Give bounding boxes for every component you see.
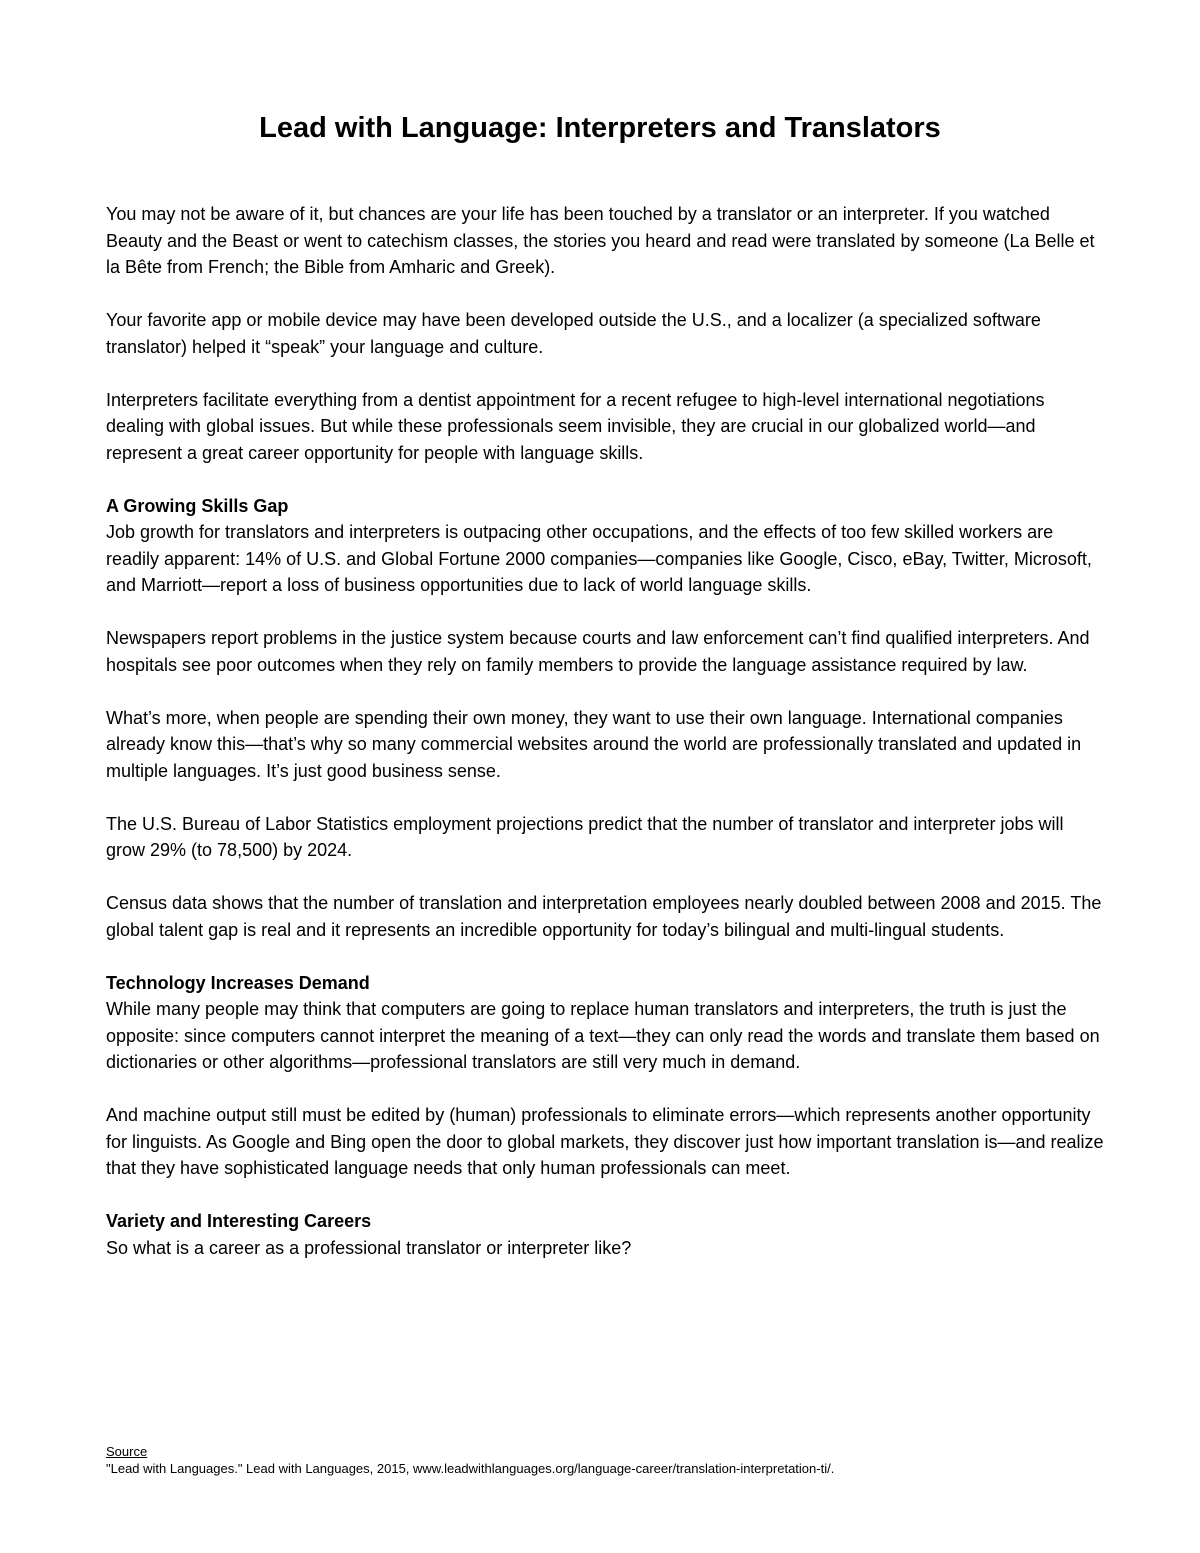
document-body: [106, 201, 1106, 1288]
section-paragraph: Newspapers report problems in the justice system because courts and law enforcement can’t find qualified interpreters. And hospitals see poor outcomes when they rely on family members to provide the language assistance required by law.: [106, 628, 1090, 675]
section-technology-demand: [106, 970, 1106, 1076]
intro-paragraph-3: Interpreters facilitate everything from a dentist appointment for a recent refugee to high-level international negotiations dealing with global issues. But while these professionals seem invisible, they are crucial in our globalized world—and represent a great career opportunity for people with language skills.: [106, 389, 1045, 463]
source-label: Source: [106, 1444, 148, 1459]
section-heading: A Growing Skills Gap: [106, 495, 289, 516]
section-heading: Technology Increases Demand: [106, 972, 370, 993]
section-skills-gap: [106, 493, 1106, 599]
section-paragraph: The U.S. Bureau of Labor Statistics employment projections predict that the number of translator and interpreter jobs will grow 29% (to 78,500) by 2024.: [106, 813, 1064, 860]
intro-paragraph-2: Your favorite app or mobile device may have been developed outside the U.S., and a localizer (a specialized software translator) helped it “speak” your language and culture.: [106, 310, 1041, 357]
section-paragraph: While many people may think that computers are going to replace human translators and interpreters, the truth is just the opposite: since computers cannot interpret the meaning of a text—they can only read the words and translate them based on dictionaries or other algorithms—professional translators are still very much in demand.: [106, 999, 1100, 1072]
source-footnote: [106, 1443, 1106, 1477]
section-paragraph: So what is a career as a professional translator or interpreter like?: [106, 1237, 632, 1258]
source-citation: "Lead with Languages." Lead with Languages, 2015, www.leadwithlanguages.org/language-career/translation-interpretation-ti/.: [106, 1461, 835, 1476]
section-paragraph: And machine output still must be edited by (human) professionals to eliminate errors—which represents another opportunity for linguists. As Google and Bing open the door to global markets, they discover just how important translation is—and realize that they have sophisticated language needs that only human professionals can meet.: [106, 1105, 1104, 1178]
section-heading: Variety and Interesting Careers: [106, 1211, 372, 1231]
intro-paragraph-1: You may not be aware of it, but chances are your life has been touched by a translator or an interpreter. If you watched Beauty and the Beast or went to catechism classes, the stories you heard and read were translated by someone (La Belle et la Bête from French; the Bible from Amharic and Greek).: [106, 204, 1095, 277]
section-paragraph: What’s more, when people are spending their own money, they want to use their own language. International companies already know this—that’s why so many commercial websites around the world are professionally translated and updated in multiple languages. It’s just good business sense.: [106, 707, 1082, 781]
section-variety-careers: [106, 1208, 1106, 1261]
section-paragraph: Census data shows that the number of translation and interpretation employees nearly doubled between 2008 and 2015. The global talent gap is real and it represents an incredible opportunity for today’s bilingual and multi-lingual students.: [106, 893, 1102, 940]
section-paragraph: Job growth for translators and interpreters is outpacing other occupations, and the effects of too few skilled workers are readily apparent: 14% of U.S. and Global Fortune 2000 companies—companies like Google, Cisco, eBay, Twitter, Microsoft, and Marriott—report a loss of business opportunities due to lack of world language skills.: [106, 522, 1092, 595]
page-title: Lead with Language: Interpreters and Translators: [259, 112, 941, 144]
